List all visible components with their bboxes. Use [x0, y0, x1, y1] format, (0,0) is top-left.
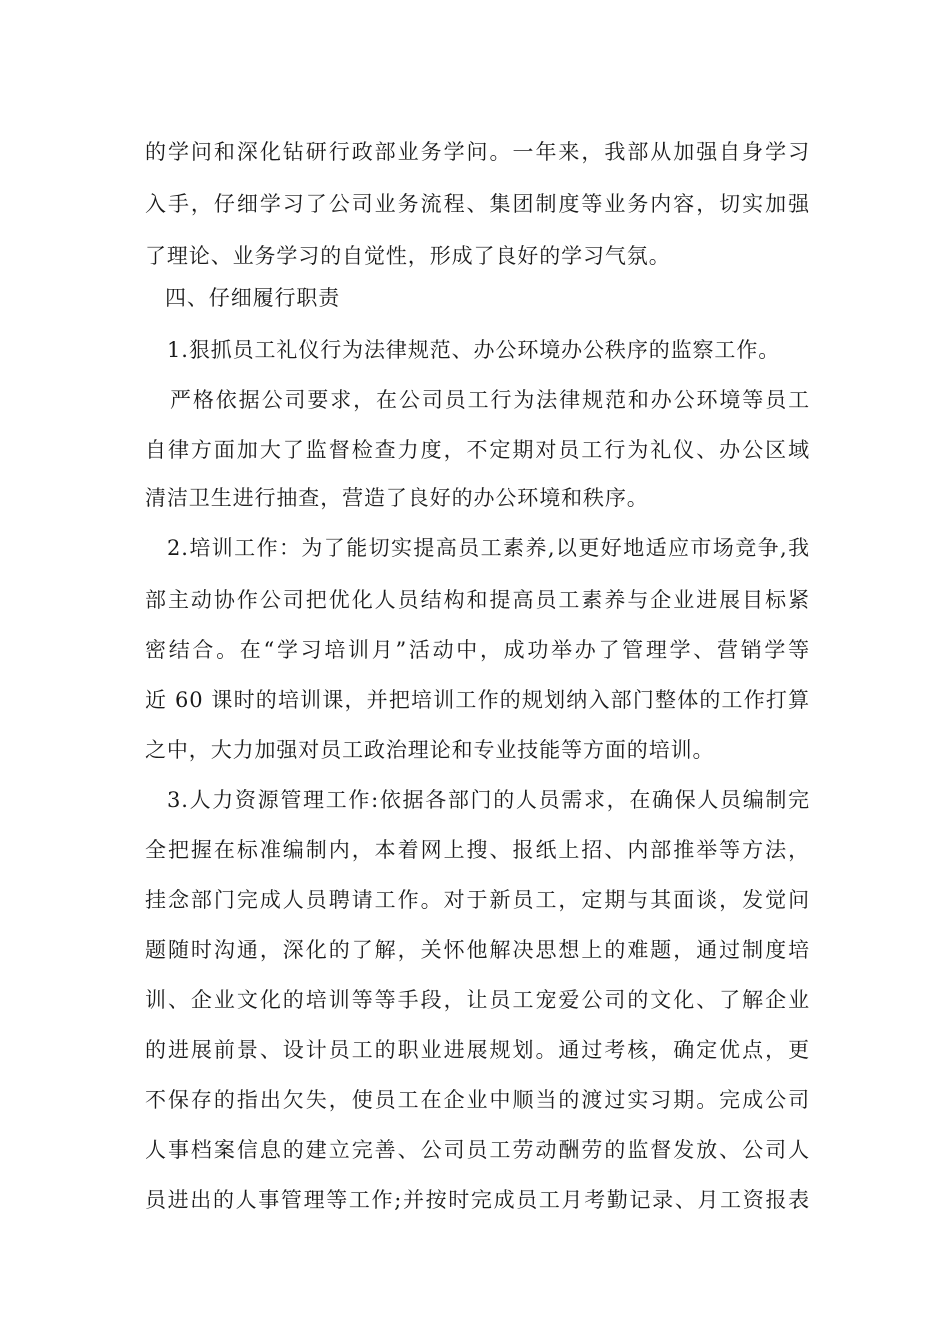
text-line: 3.人力资源管理工作:依据各部门的人员需求，在确保人员编制完	[167, 788, 810, 812]
text-line: 部主动协作公司把优化人员结构和提高员工素养与企业进展目标紧	[145, 588, 810, 612]
text-line: 清洁卫生进行抽查，营造了良好的办公环境和秩序。	[145, 486, 649, 510]
text-line: 全把握在标准编制内，本着网上搜、报纸上招、内部推举等方法，	[145, 838, 810, 862]
text-line: 训、企业文化的培训等等手段，让员工宠爱公司的文化、了解企业	[145, 988, 810, 1012]
text-line: 了理论、业务学习的自觉性，形成了良好的学习气氛。	[145, 244, 671, 268]
text-line: 的学问和深化钻研行政部业务学问。一年来，我部从加强自身学习	[145, 140, 810, 164]
text-line: 2.培训工作：为了能切实提高员工素养,以更好地适应市场竞争,我	[167, 536, 810, 560]
text-line: 1.狠抓员工礼仪行为法律规范、办公环境办公秩序的监察工作。	[167, 338, 781, 362]
section-heading: 四、仔细履行职责	[165, 286, 341, 310]
text-line: 员进出的人事管理等工作;并按时完成员工月考勤记录、月工资报表	[145, 1188, 810, 1212]
text-line: 自律方面加大了监督检查力度，不定期对员工行为礼仪、办公区域	[145, 438, 810, 462]
text-line: 挂念部门完成人员聘请工作。对于新员工，定期与其面谈，发觉问	[145, 888, 810, 912]
text-line: 题随时沟通，深化的了解，关怀他解决思想上的难题，通过制度培	[145, 938, 810, 962]
text-line: 的进展前景、设计员工的职业进展规划。通过考核，确定优点，更	[145, 1038, 810, 1062]
text-line: 不保存的指出欠失，使员工在企业中顺当的渡过实习期。完成公司	[145, 1088, 810, 1112]
text-line: 密结合。在“学习培训月”活动中，成功举办了管理学、营销学等	[145, 638, 810, 662]
text-line: 之中，大力加强对员工政治理论和专业技能等方面的培训。	[145, 738, 715, 762]
text-line: 严格依据公司要求，在公司员工行为法律规范和办公环境等员工	[170, 388, 810, 412]
text-line: 人事档案信息的建立完善、公司员工劳动酬劳的监督发放、公司人	[145, 1138, 810, 1162]
text-line: 入手，仔细学习了公司业务流程、集团制度等业务内容，切实加强	[145, 192, 810, 216]
text-line: 近 60 课时的培训课，并把培训工作的规划纳入部门整体的工作打算	[145, 688, 810, 712]
